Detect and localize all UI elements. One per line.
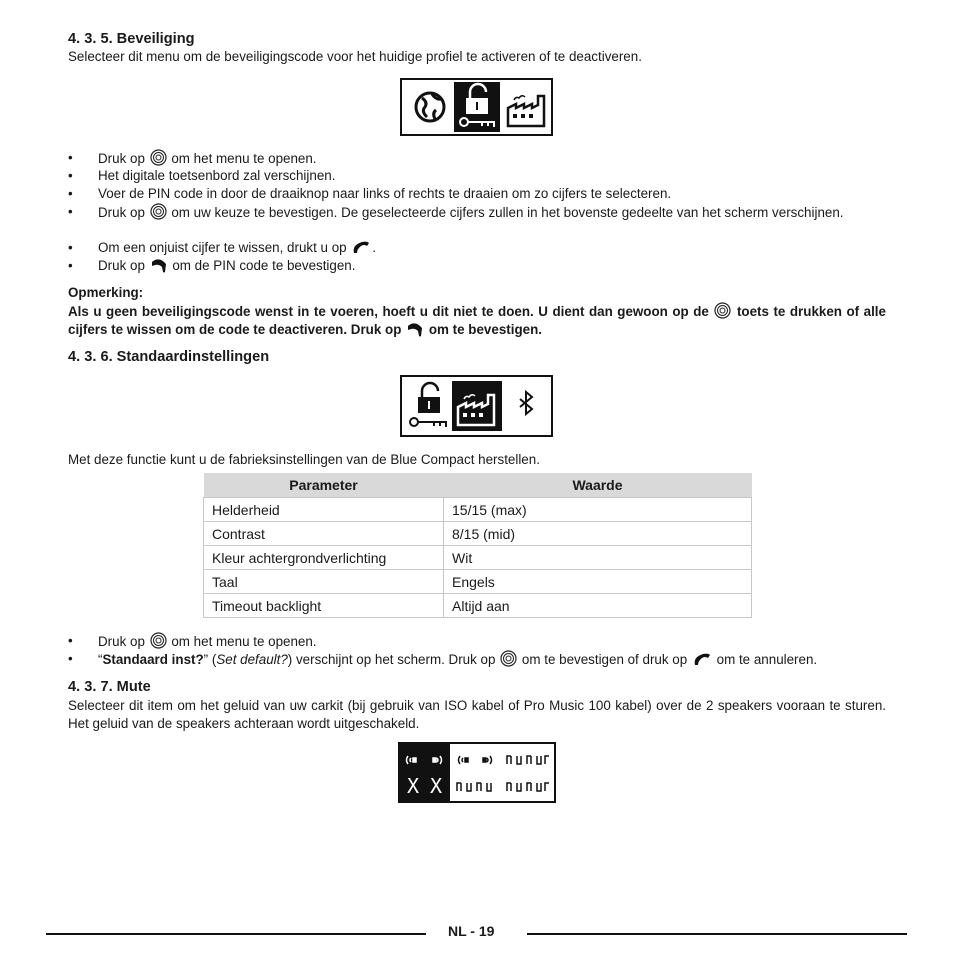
lcd-screen-default bbox=[400, 375, 553, 437]
section-text: Selecteer dit item om het geluid van uw carkit (bij gebruik van ISO kabel of Pro Music 100 kabel) over de 2 speakers vooraan te sturen. Het geluid van de speakers achteraan wordt uitgeschakeld. bbox=[68, 698, 886, 731]
section-title-beveiliging: 4. 3. 5. Beveiliging bbox=[68, 31, 195, 47]
table-cell: Altijd aan bbox=[444, 594, 752, 618]
table-row bbox=[204, 594, 752, 618]
table-cell: Taal bbox=[204, 570, 444, 594]
padlock-key-icon bbox=[410, 383, 446, 427]
call-icon bbox=[406, 321, 424, 337]
footer-rule-left bbox=[46, 933, 426, 935]
table-cell: Helderheid bbox=[204, 498, 444, 522]
page-number: NL - 19 bbox=[448, 923, 495, 939]
lcd-screen-security bbox=[400, 78, 553, 136]
section-intro: Met deze functie kunt u de fabrieksinstellingen van de Blue Compact herstellen. bbox=[68, 452, 540, 467]
column-header: Parameter bbox=[204, 473, 444, 498]
knob-button-icon bbox=[500, 650, 517, 667]
bluetooth-icon bbox=[520, 392, 532, 414]
table-row bbox=[204, 546, 752, 570]
call-icon bbox=[150, 257, 168, 273]
section-title-mute: 4. 3. 7. Mute bbox=[68, 679, 151, 695]
knob-button-icon bbox=[150, 203, 167, 220]
mute-x-right: X bbox=[430, 774, 443, 798]
table-row bbox=[204, 498, 752, 522]
table-cell: Timeout backlight bbox=[204, 594, 444, 618]
column-header: Waarde bbox=[444, 473, 752, 498]
knob-button-icon bbox=[150, 632, 167, 649]
defaults-table bbox=[203, 473, 752, 618]
speaker-icon bbox=[457, 756, 549, 791]
globe-icon bbox=[416, 93, 444, 121]
table-cell: 8/15 (mid) bbox=[444, 522, 752, 546]
hang-up-icon bbox=[692, 651, 712, 667]
factory-icon bbox=[508, 96, 544, 126]
table-row bbox=[204, 570, 752, 594]
footer-rule-right bbox=[527, 933, 907, 935]
section-intro: Selecteer dit menu om de beveiligingscode voor het huidige profiel te activeren of te deactiveren. bbox=[68, 49, 642, 64]
mute-x-left: X bbox=[407, 774, 420, 798]
table-cell: Engels bbox=[444, 570, 752, 594]
hang-up-icon bbox=[351, 239, 371, 255]
lcd-screen-mute bbox=[398, 742, 556, 803]
table-cell: 15/15 (max) bbox=[444, 498, 752, 522]
section-title-standaardinstellingen: 4. 3. 6. Standaardinstellingen bbox=[68, 349, 270, 365]
note-label: Opmerking: bbox=[68, 285, 144, 300]
table-cell: Kleur achtergrondverlichting bbox=[204, 546, 444, 570]
note-text: Als u geen beveiligingscode wenst in te voeren, hoeft u dit niet te doen. U dient dan gewoon op de toets te drukken of alle cijfers te wissen om de code te deactiveren. Druk op om te bevestigen. bbox=[68, 304, 886, 337]
table-header-row bbox=[204, 473, 752, 498]
table-cell: Wit bbox=[444, 546, 752, 570]
knob-button-icon bbox=[150, 149, 167, 166]
knob-button-icon bbox=[714, 302, 731, 319]
table-row bbox=[204, 522, 752, 546]
table-cell: Contrast bbox=[204, 522, 444, 546]
